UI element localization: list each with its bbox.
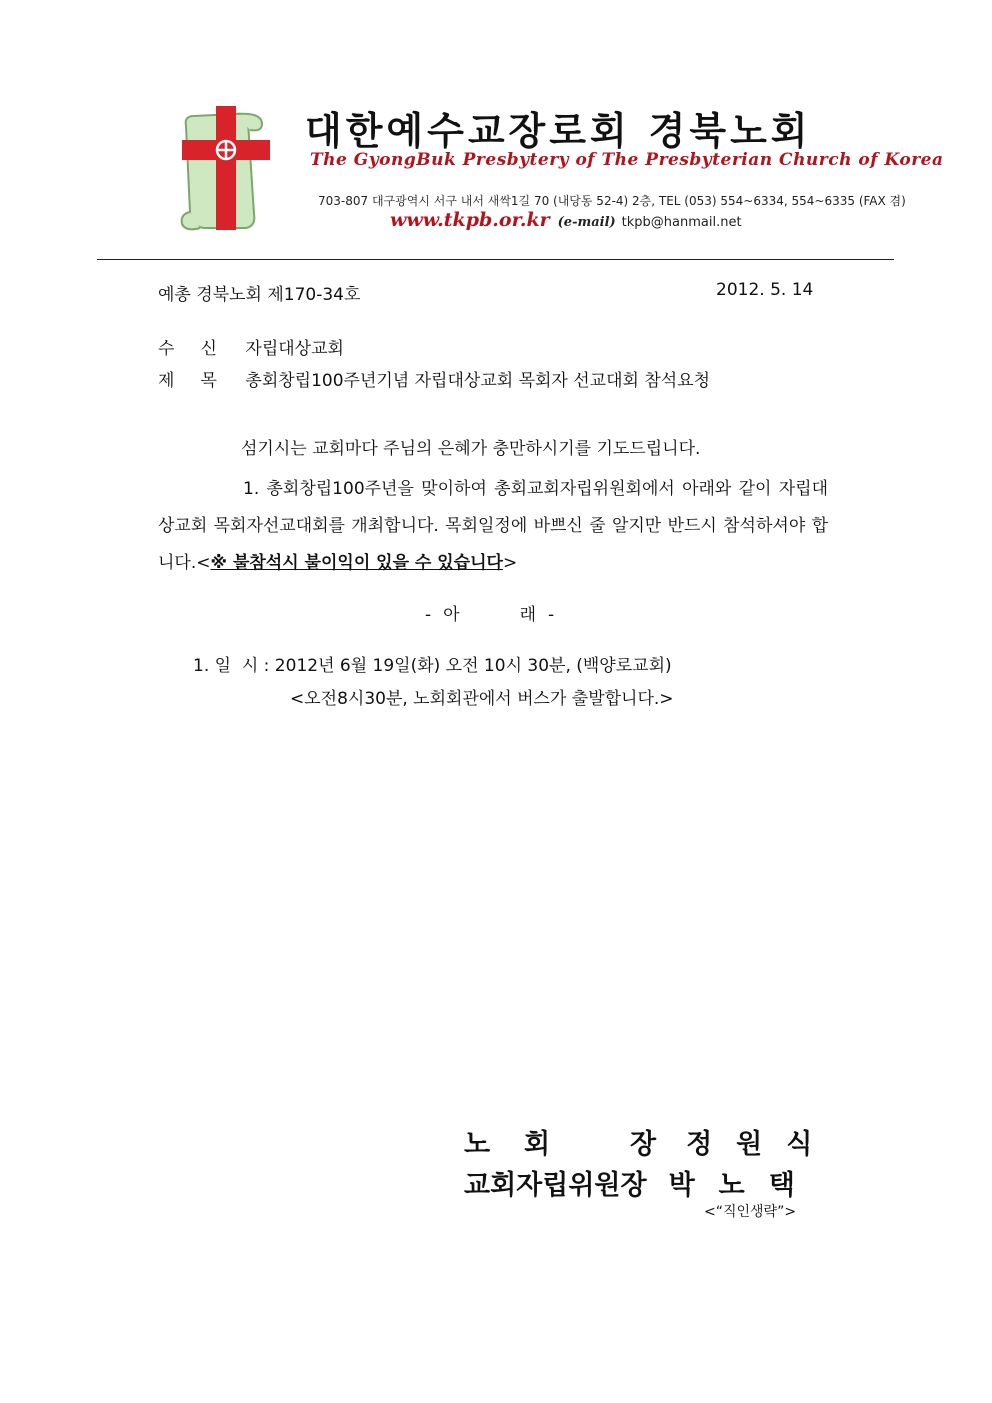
notice-open: <	[196, 553, 211, 573]
address-line: 703-807 대구광역시 서구 내서 새싹1길 70 (내당동 52-4) 2층, TEL (053) 554~6334, 554~6335 (FAX 겸)	[318, 194, 906, 208]
dash-left: -	[425, 605, 432, 625]
header-divider	[97, 259, 894, 260]
subject-label: 제 목	[158, 371, 217, 391]
recipient-value: 자립대상교회	[245, 339, 344, 359]
greeting: 섬기시는 교회마다 주님의 은혜가 충만하시기를 기도드립니다.	[241, 439, 701, 459]
seal-omitted-note: <“직인생략”>	[704, 1204, 797, 1220]
detail-item-bus-note: <오전8시30분, 노회회관에서 버스가 출발합니다.>	[290, 689, 674, 709]
notice-close: >	[502, 553, 518, 573]
subject-value: 총회창립100주년기념 자립대상교회 목회자 선교대회 참석요청	[245, 371, 711, 391]
recipient-row	[158, 334, 344, 359]
signature-committee-chair	[464, 1163, 819, 1202]
presbytery-title	[305, 100, 812, 155]
chair-name: 박노택	[668, 1170, 819, 1201]
recipient-label: 수 신	[158, 339, 217, 359]
subject-row	[158, 366, 710, 391]
document-number: 예총 경북노회 제170-34호	[158, 285, 361, 305]
detail-item-datetime: 1. 일 시 : 2012년 6월 19일(화) 오전 10시 30분, (백양로교회)	[193, 656, 672, 676]
cross-scroll-icon	[176, 102, 272, 234]
presbytery-logo	[176, 102, 272, 234]
paragraph-1	[158, 471, 828, 582]
document-date: 2012. 5. 14	[716, 280, 814, 300]
title-church: 대한예수교장로회	[305, 108, 631, 153]
email-address[interactable]: tkpb@hanmail.net	[621, 215, 742, 230]
attendance-notice: ※ 불참석시 불이익이 있을 수 있습니다	[210, 553, 503, 573]
below-char-1: 아	[443, 605, 460, 625]
english-name: The GyongBuk Presbytery of The Presbyterian Church of Korea	[310, 150, 944, 170]
chair-title: 교회자립위원장	[464, 1170, 647, 1201]
website-link[interactable]: www.tkpb.or.kr	[390, 209, 550, 231]
title-presbytery: 경북노회	[648, 108, 812, 153]
below-heading	[425, 600, 554, 625]
below-char-2: 래	[519, 605, 537, 625]
contact-line	[390, 209, 742, 231]
title-char-3: 장	[630, 1129, 657, 1160]
signature-moderator	[464, 1122, 836, 1161]
title-char-2: 회	[524, 1129, 551, 1160]
paragraph-1-text: 1. 총회창립100주년을 맞이하여 총회교회자립위원회에서 아래와 같이 자립대상교회 목회자선교대회를 개최합니다. 목회일정에 바쁘신 줄 알지만 반드시 참석하셔야 합니다.	[158, 479, 828, 573]
moderator-name: 정원식	[686, 1129, 837, 1160]
email-label: (e-mail)	[557, 215, 616, 230]
title-char-1: 노	[464, 1129, 491, 1160]
dash-right: -	[548, 605, 555, 625]
